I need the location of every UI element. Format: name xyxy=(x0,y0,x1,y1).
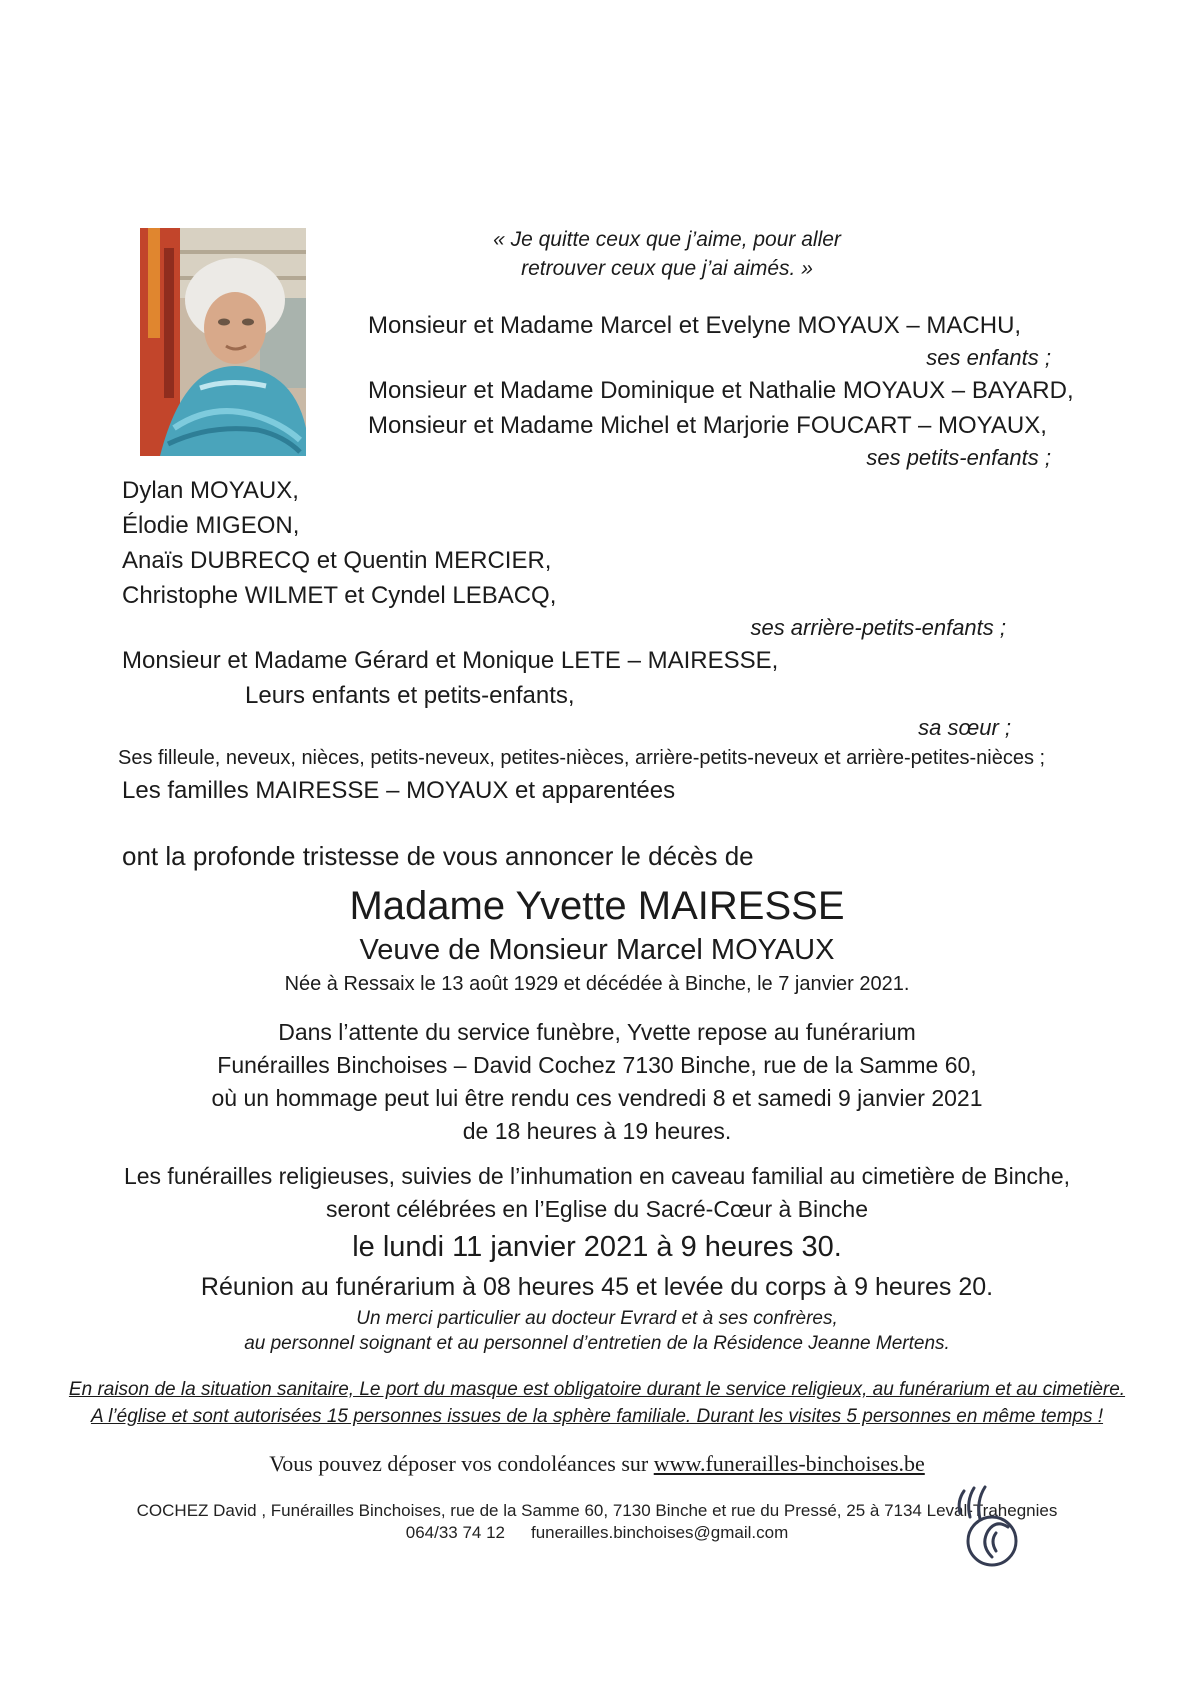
grandchildren-line-1: Monsieur et Madame Dominique et Nathalie MOYAUX – BAYARD, xyxy=(368,377,1074,404)
ceremony-paragraph xyxy=(0,1160,1194,1306)
grandchildren-label: ses petits-enfants ; xyxy=(866,445,1051,470)
funeral-home-logo-icon xyxy=(950,1483,1022,1571)
quote-line-1: « Je quitte ceux que j’aime, pour aller xyxy=(493,228,841,251)
great-grandchild-line-1: Dylan MOYAUX, xyxy=(122,477,299,504)
footer-address-line: COCHEZ David , Funérailles Binchoises, rue de la Samme 60, 7130 Binche et rue du Pressé, 25 à 7134 Leval-Trahegnies xyxy=(136,1501,1058,1520)
ceremony-line-1: Les funérailles religieuses, suivies de l’inhumation en caveau familial au cimetière de Binche, xyxy=(123,1163,1071,1189)
sister-line-2: Leurs enfants et petits-enfants, xyxy=(245,682,575,709)
ceremony-date: le lundi 11 janvier 2021 à 9 heures 30. xyxy=(352,1231,842,1263)
sister-label: sa sœur ; xyxy=(918,715,1011,740)
great-grandchild-line-4: Christophe WILMET et Cyndel LEBACQ, xyxy=(122,582,557,609)
funerarium-paragraph xyxy=(0,1016,1194,1148)
other-relatives-line: Ses filleule, neveux, nièces, petits-neveux, petites-nièces, arrière-petits-neveux et arrière-petites-nièces ; xyxy=(118,747,1046,769)
children-line: Monsieur et Madame Marcel et Evelyne MOYAUX – MACHU, xyxy=(368,312,1022,339)
children-label: ses enfants ; xyxy=(926,345,1051,370)
great-grandchild-line-2: Élodie MIGEON, xyxy=(122,512,300,539)
thanks-line-2: au personnel soignant et au personnel d’entretien de la Résidence Jeanne Mertens. xyxy=(244,1333,950,1354)
quote-line-2: retrouver ceux que j’ai aimés. » xyxy=(521,257,813,280)
condolences-text: Vous pouvez déposer vos condoléances sur xyxy=(269,1451,654,1476)
thanks-paragraph xyxy=(0,1306,1194,1356)
covid-line-2: A l’église et sont autorisées 15 personnes issues de la sphère familiale. Durant les visites 5 personnes en même temps ! xyxy=(90,1406,1104,1427)
funerarium-line-2: Funérailles Binchoises – David Cochez 7130 Binche, rue de la Samme 60, xyxy=(217,1052,977,1078)
funeral-home-logo xyxy=(950,1483,1022,1571)
portrait-photo xyxy=(140,228,306,456)
widow-line: Veuve de Monsieur Marcel MOYAUX xyxy=(359,934,835,966)
thanks-line-1: Un merci particulier au docteur Evrard et à ses confrères, xyxy=(356,1308,838,1329)
great-grandchild-line-3: Anaïs DUBRECQ et Quentin MERCIER, xyxy=(122,547,552,574)
footer-email: funerailles.binchoises@gmail.com xyxy=(531,1523,789,1542)
ceremony-meeting: Réunion au funérarium à 08 heures 45 et levée du corps à 9 heures 20. xyxy=(200,1273,994,1301)
footer-phone: 064/33 74 12 xyxy=(405,1523,505,1542)
covid-line-1: En raison de la situation sanitaire, Le port du masque est obligatoire durant le service religieux, au funérarium et au cimetière. xyxy=(68,1379,1126,1400)
birth-death-line: Née à Ressaix le 13 août 1929 et décédée à Binche, le 7 janvier 2021. xyxy=(284,973,910,995)
announcement-line: ont la profonde tristesse de vous annoncer le décès de xyxy=(122,841,754,871)
funerarium-line-3: où un hommage peut lui être rendu ces vendredi 8 et samedi 9 janvier 2021 xyxy=(211,1085,983,1111)
portrait-photo-image xyxy=(140,228,306,456)
sister-line-1: Monsieur et Madame Gérard et Monique LETE – MAIRESSE, xyxy=(122,647,779,674)
covid-notice xyxy=(0,1376,1194,1430)
great-grandchildren-label: ses arrière-petits-enfants ; xyxy=(750,615,1006,640)
condolences-line xyxy=(0,1448,1194,1480)
deceased-name: Madame Yvette MAIRESSE xyxy=(349,884,845,928)
families-line: Les familles MAIRESSE – MOYAUX et apparentées xyxy=(122,777,676,804)
grandchildren-line-2: Monsieur et Madame Michel et Marjorie FOUCART – MOYAUX, xyxy=(368,412,1047,439)
funerarium-line-1: Dans l’attente du service funèbre, Yvette repose au funérarium xyxy=(278,1019,916,1045)
funerarium-line-4: de 18 heures à 19 heures. xyxy=(462,1118,732,1144)
ceremony-line-2: seront célébrées en l’Eglise du Sacré-Cœur à Binche xyxy=(325,1196,869,1222)
condolences-link[interactable]: www.funerailles-binchoises.be xyxy=(653,1451,925,1476)
